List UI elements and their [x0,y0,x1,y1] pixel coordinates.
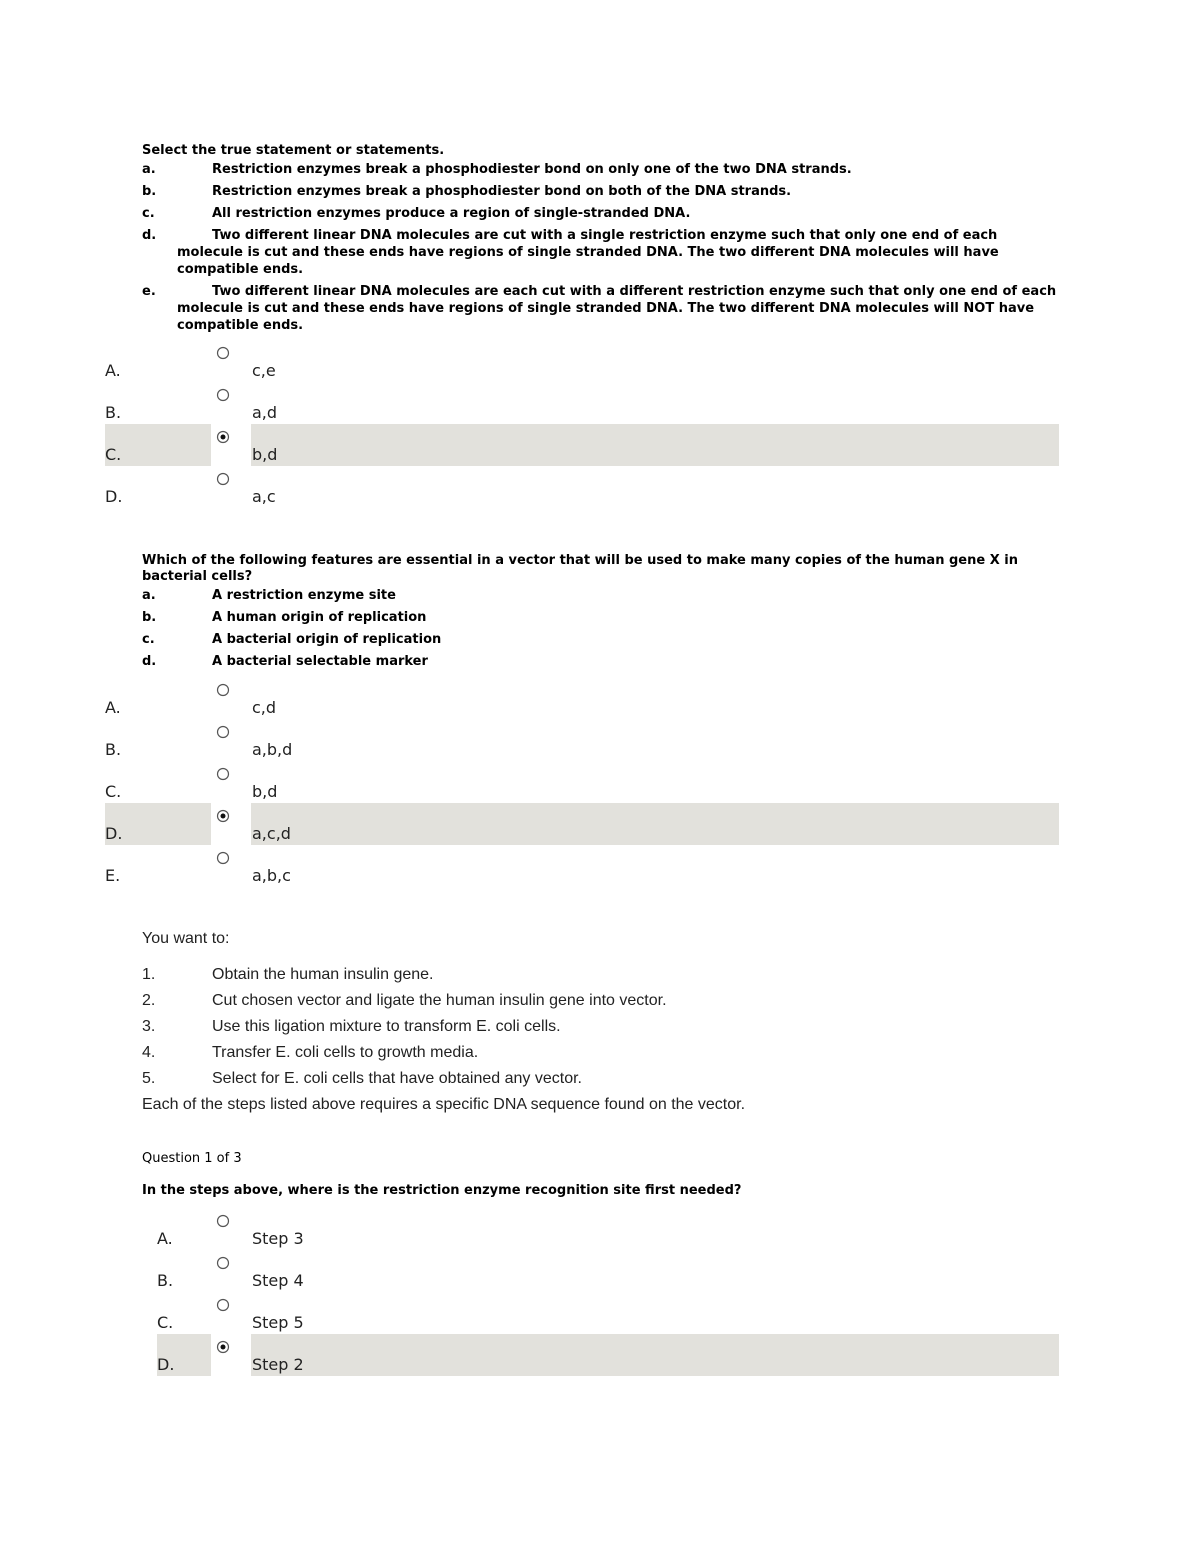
step-item: 2. Cut chosen vector and ligate the human insulin gene into vector. [142,992,667,1009]
question-counter: Question 1 of 3 [142,1151,242,1166]
answer-label: D. [105,824,123,843]
answer-row[interactable] [157,1208,1059,1250]
answer-label: C. [105,445,122,464]
question-2-answers [105,677,1059,887]
question-2 [142,553,1062,675]
answer-row[interactable] [157,1250,1059,1292]
answer-label: C. [157,1313,174,1332]
answer-row-selected[interactable] [105,803,1059,845]
answer-row[interactable] [105,845,1059,887]
answer-value: c,d [252,698,277,717]
radio-button-checked[interactable] [216,809,230,823]
radio-button[interactable] [216,1256,230,1270]
step-item: 3. Use this ligation mixture to transform E. coli cells. [142,1018,561,1035]
answer-label: E. [105,866,121,885]
radio-button[interactable] [216,1214,230,1228]
answer-value: c,e [252,361,276,380]
answer-value: b,d [252,445,278,464]
statement-a: a. A restriction enzyme site [142,588,396,603]
question-1 [142,143,1062,339]
scenario-intro: You want to: [142,930,230,947]
step-item: 1. Obtain the human insulin gene. [142,966,434,983]
answer-row-selected[interactable] [105,424,1059,466]
answer-row[interactable] [105,677,1059,719]
answer-value: Step 3 [252,1229,304,1248]
radio-button[interactable] [216,1298,230,1312]
scenario-text [142,930,1062,1116]
answer-label: C. [105,782,122,801]
statement-e: e. Two different linear DNA molecules are each cut with a different restriction enzyme such that only one end of each molecule is cut and these ends have regions of single stranded DNA. The two different DNA molecules will NOT have compatible ends. [142,284,1057,333]
radio-button[interactable] [216,388,230,402]
answer-value: a,b,c [252,866,291,885]
question-3-answers [157,1208,1059,1376]
radio-button[interactable] [216,346,230,360]
question-1-answers [105,340,1059,508]
answer-row[interactable] [105,761,1059,803]
answer-value: a,d [252,403,278,422]
answer-value: a,b,d [252,740,293,759]
answer-row[interactable] [105,382,1059,424]
question-3-prompt: In the steps above, where is the restriction enzyme recognition site first needed? [142,1183,742,1198]
answer-value: b,d [252,782,278,801]
radio-button-checked[interactable] [216,1340,230,1354]
answer-row[interactable] [157,1292,1059,1334]
answer-value: Step 2 [252,1355,304,1374]
answer-label: B. [105,403,122,422]
radio-button[interactable] [216,683,230,697]
question-2-prompt: Which of the following features are essential in a vector that will be used to make many copies of the human gene X in bacterial cells? [142,553,1018,584]
statement-b: b. A human origin of replication [142,610,427,625]
statement-c: c. All restriction enzymes produce a region of single-stranded DNA. [142,206,691,221]
answer-value: a,c [252,487,276,506]
step-item: 4. Transfer E. coli cells to growth media. [142,1044,479,1061]
statement-d: d. A bacterial selectable marker [142,654,428,669]
answer-value: Step 4 [252,1271,304,1290]
scenario-steps [142,964,1062,1094]
answer-label: A. [157,1229,173,1248]
statement-d: d. Two different linear DNA molecules are cut with a single restriction enzyme such that only one end of each molecule is cut and these ends have regions of single stranded DNA. The two different DNA molecules will have compatible ends. [142,228,999,277]
statement-b: b. Restriction enzymes break a phosphodiester bond on both of the DNA strands. [142,184,792,199]
radio-button[interactable] [216,472,230,486]
answer-row[interactable] [105,466,1059,508]
radio-button[interactable] [216,851,230,865]
radio-button[interactable] [216,725,230,739]
question-2-statements [142,587,1062,670]
question-1-statements [142,161,1062,334]
answer-value: Step 5 [252,1313,304,1332]
answer-label: A. [105,698,121,717]
radio-button-checked[interactable] [216,430,230,444]
answer-label: A. [105,361,121,380]
answer-value: a,c,d [252,824,291,843]
statement-a: a. Restriction enzymes break a phosphodiester bond on only one of the two DNA strands. [142,162,852,177]
statement-c: c. A bacterial origin of replication [142,632,442,647]
step-item: 5. Select for E. coli cells that have obtained any vector. [142,1070,582,1087]
answer-row[interactable] [105,719,1059,761]
answer-label: B. [105,740,122,759]
answer-label: B. [157,1271,174,1290]
answer-row[interactable] [105,340,1059,382]
answer-label: D. [105,487,123,506]
radio-button[interactable] [216,767,230,781]
answer-row-selected[interactable] [157,1334,1059,1376]
answer-label: D. [157,1355,175,1374]
scenario-outro: Each of the steps listed above requires a specific DNA sequence found on the vector. [142,1096,746,1113]
question-1-prompt: Select the true statement or statements. [142,143,445,158]
